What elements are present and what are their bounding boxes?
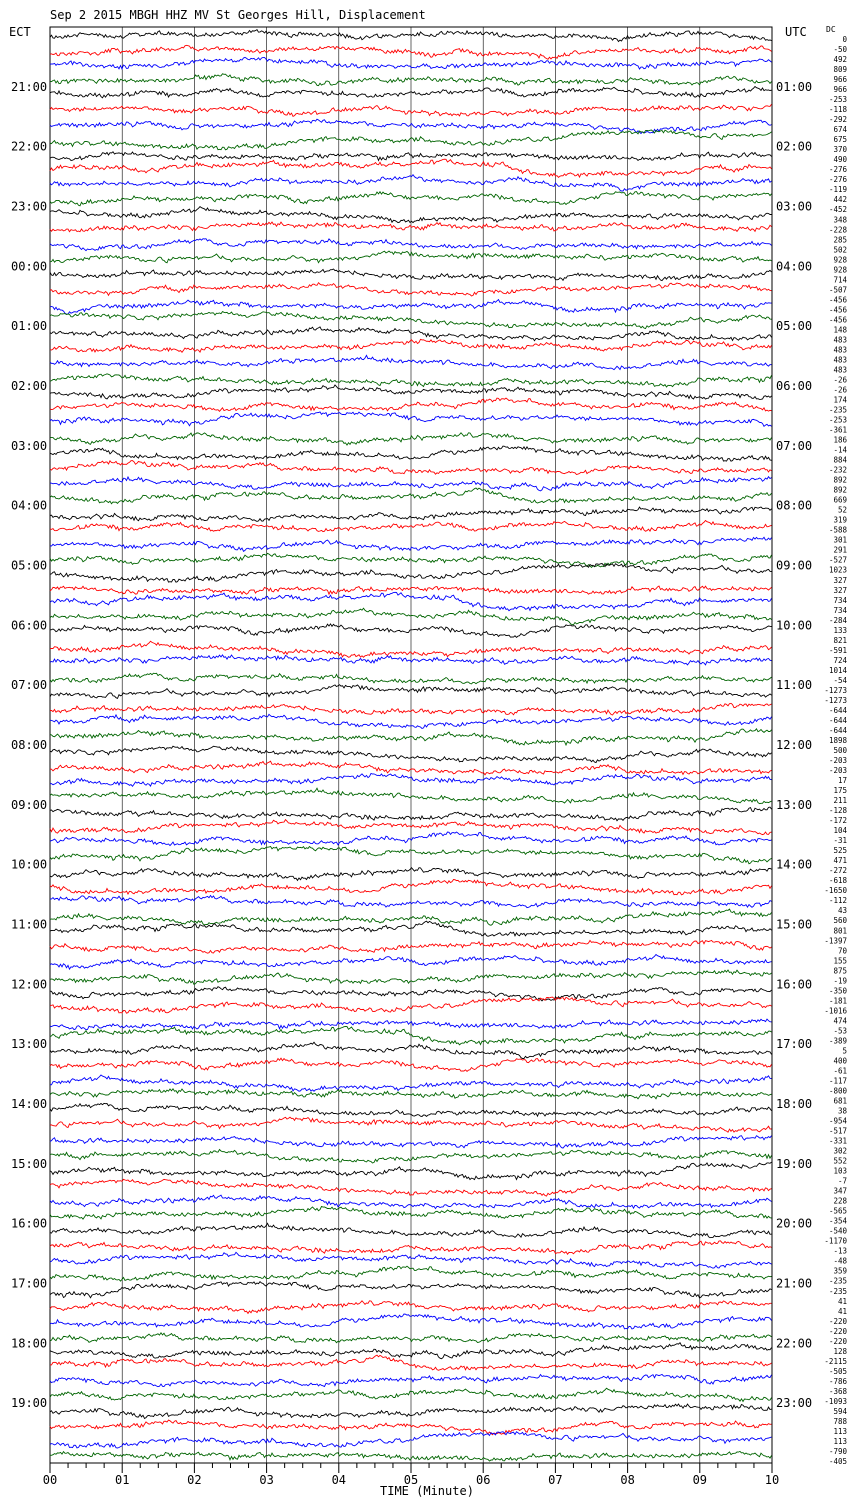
dc-offset-value: 674 bbox=[833, 125, 847, 135]
dc-offset-value: -644 bbox=[828, 726, 847, 735]
dc-offset-value: -790 bbox=[828, 1447, 847, 1456]
left-hour-label: 01:00 bbox=[11, 319, 48, 334]
right-hour-label: 21:00 bbox=[776, 1276, 813, 1291]
dc-offset-value: -644 bbox=[828, 716, 847, 725]
dc-offset-value: 327 bbox=[833, 575, 847, 585]
dc-offset-value: -331 bbox=[828, 1136, 847, 1146]
dc-offset-value: -48 bbox=[833, 1256, 847, 1266]
left-hour-label: 09:00 bbox=[11, 797, 48, 812]
dc-offset-value: -235 bbox=[828, 1276, 847, 1286]
dc-offset-value: 892 bbox=[833, 475, 847, 485]
dc-offset-value: 103 bbox=[833, 1166, 847, 1176]
right-hour-label: 09:00 bbox=[776, 558, 813, 573]
dc-offset-value: 0 bbox=[842, 35, 847, 44]
dc-offset-value: -368 bbox=[828, 1386, 847, 1396]
right-hour-labels bbox=[776, 80, 812, 1410]
right-hour-label: 07:00 bbox=[776, 438, 813, 453]
left-hour-label: 06:00 bbox=[11, 618, 48, 633]
dc-offset-value: 211 bbox=[833, 796, 847, 806]
dc-offset-value: 291 bbox=[833, 545, 847, 555]
left-hour-label: 00:00 bbox=[11, 259, 48, 274]
right-hour-label: 22:00 bbox=[776, 1336, 813, 1351]
dc-offset-value: 5 bbox=[842, 1046, 847, 1056]
right-hour-label: 04:00 bbox=[776, 259, 813, 274]
left-hour-label: 03:00 bbox=[11, 438, 48, 453]
dc-offset-value: 348 bbox=[833, 215, 847, 225]
x-tick-label: 06 bbox=[475, 1473, 491, 1487]
dc-offset-value: 892 bbox=[833, 485, 847, 495]
dc-offset-value: 500 bbox=[833, 746, 847, 755]
x-tick-label: 02 bbox=[187, 1473, 202, 1487]
dc-offset-value: -272 bbox=[828, 866, 847, 876]
dc-offset-value: 552 bbox=[833, 1156, 847, 1166]
dc-offset-value: 734 bbox=[833, 605, 847, 615]
dc-offset-value: 809 bbox=[833, 65, 847, 74]
dc-offset-value: -276 bbox=[828, 165, 847, 175]
dc-offset-value: 17 bbox=[837, 776, 847, 785]
dc-offset-value: -644 bbox=[828, 705, 847, 715]
dc-offset-value: -203 bbox=[828, 756, 847, 765]
right-hour-label: 08:00 bbox=[776, 498, 813, 513]
dc-offset-value: 319 bbox=[833, 515, 847, 525]
left-timezone-label: ECT bbox=[9, 25, 31, 39]
right-hour-label: 20:00 bbox=[776, 1216, 813, 1231]
right-hour-label: 13:00 bbox=[776, 797, 813, 812]
dc-offset-value: -507 bbox=[828, 285, 847, 295]
dc-offset-value: -232 bbox=[828, 465, 847, 475]
dc-offset-value: 492 bbox=[833, 55, 847, 64]
dc-offset-value: -235 bbox=[828, 1286, 847, 1296]
dc-offset-value: 186 bbox=[833, 435, 847, 445]
dc-offset-value: 928 bbox=[833, 265, 847, 275]
dc-offset-value: 1023 bbox=[828, 565, 847, 575]
dc-offset-value: -1273 bbox=[824, 695, 847, 705]
dc-offset-value: 594 bbox=[833, 1406, 847, 1416]
dc-offset-value: -540 bbox=[828, 1226, 847, 1236]
dc-offset-labels bbox=[824, 35, 847, 1466]
dc-offset-value: 301 bbox=[833, 535, 847, 545]
dc-offset-value: -588 bbox=[828, 525, 847, 535]
x-tick-label: 04 bbox=[331, 1473, 347, 1487]
dc-offset-value: -452 bbox=[828, 205, 847, 215]
dc-offset-value: 400 bbox=[833, 1056, 847, 1066]
dc-offset-value: -220 bbox=[828, 1336, 847, 1346]
dc-offset-value: -591 bbox=[828, 645, 847, 655]
dc-offset-value: 174 bbox=[833, 395, 847, 405]
dc-offset-value: 471 bbox=[833, 856, 847, 866]
dc-offset-value: -1273 bbox=[824, 685, 847, 695]
dc-offset-value: 801 bbox=[833, 926, 847, 936]
dc-offset-value: 175 bbox=[833, 786, 847, 796]
dc-offset-value: 41 bbox=[837, 1296, 847, 1306]
dc-offset-value: -112 bbox=[828, 896, 847, 906]
dc-offset-value: -276 bbox=[828, 175, 847, 185]
dc-offset-value: -565 bbox=[828, 1206, 847, 1216]
dc-offset-value: -505 bbox=[828, 1366, 847, 1376]
dc-offset-value: 502 bbox=[833, 245, 847, 255]
dc-offset-value: -618 bbox=[828, 876, 847, 886]
dc-offset-value: -19 bbox=[833, 976, 847, 986]
dc-offset-value: -172 bbox=[828, 816, 847, 826]
dc-offset-value: 347 bbox=[833, 1186, 847, 1196]
right-hour-label: 11:00 bbox=[776, 678, 813, 693]
dc-offset-value: 52 bbox=[837, 505, 847, 515]
dc-offset-value: 821 bbox=[833, 635, 847, 645]
dc-offset-value: -253 bbox=[828, 415, 847, 425]
x-tick-label: 07 bbox=[548, 1473, 563, 1487]
dc-offset-value: -14 bbox=[833, 445, 847, 455]
left-hour-label: 17:00 bbox=[11, 1276, 48, 1291]
dc-offset-value: 1014 bbox=[828, 665, 847, 675]
dc-offset-value: -253 bbox=[828, 95, 847, 105]
dc-offset-value: 884 bbox=[833, 455, 847, 465]
left-hour-label: 02:00 bbox=[11, 379, 48, 393]
dc-offset-value: 155 bbox=[833, 956, 847, 966]
left-hour-label: 19:00 bbox=[11, 1396, 48, 1411]
right-hour-label: 03:00 bbox=[776, 199, 813, 214]
dc-offset-value: -1650 bbox=[824, 886, 847, 896]
dc-offset-value: 104 bbox=[833, 826, 847, 836]
x-tick-label: 08 bbox=[620, 1473, 635, 1487]
left-hour-label: 12:00 bbox=[11, 977, 48, 992]
left-hour-label: 04:00 bbox=[11, 498, 48, 513]
dc-offset-value: -350 bbox=[828, 986, 847, 996]
dc-offset-value: 483 bbox=[833, 365, 847, 375]
dc-offset-value: -203 bbox=[828, 766, 847, 775]
dc-offset-value: -181 bbox=[828, 996, 847, 1006]
right-hour-label: 06:00 bbox=[776, 379, 813, 393]
right-hour-label: 05:00 bbox=[776, 319, 813, 334]
dc-offset-value: -389 bbox=[828, 1036, 847, 1046]
dc-offset-value: -800 bbox=[828, 1086, 847, 1096]
dc-offset-value: -456 bbox=[828, 295, 847, 305]
dc-offset-value: -61 bbox=[833, 1066, 847, 1076]
left-hour-label: 05:00 bbox=[11, 558, 48, 573]
dc-offset-value: 714 bbox=[833, 275, 847, 285]
dc-offset-value: 148 bbox=[833, 325, 847, 335]
dc-offset-value: -517 bbox=[828, 1126, 847, 1136]
dc-offset-value: -119 bbox=[828, 185, 847, 195]
dc-offset-value: -1093 bbox=[824, 1396, 847, 1406]
dc-offset-value: 128 bbox=[833, 1346, 847, 1356]
dc-offset-value: 113 bbox=[833, 1427, 847, 1436]
dc-offset-value: -2115 bbox=[824, 1356, 847, 1366]
dc-offset-value: -228 bbox=[828, 225, 847, 235]
right-hour-label: 10:00 bbox=[776, 618, 813, 633]
left-hour-label: 13:00 bbox=[11, 1037, 48, 1052]
dc-offset-value: 875 bbox=[833, 966, 847, 976]
dc-offset-value: 724 bbox=[833, 655, 847, 665]
left-hour-label: 22:00 bbox=[11, 139, 48, 154]
dc-offset-value: -54 bbox=[833, 675, 847, 685]
dc-offset-value: 43 bbox=[837, 906, 847, 916]
dc-header-label: DC bbox=[826, 25, 836, 34]
dc-offset-value: -117 bbox=[828, 1076, 847, 1086]
right-hour-label: 12:00 bbox=[776, 738, 813, 752]
left-hour-label: 21:00 bbox=[11, 79, 48, 94]
dc-offset-value: -456 bbox=[828, 305, 847, 315]
x-tick-label: 00 bbox=[42, 1473, 58, 1487]
left-hour-label: 10:00 bbox=[11, 857, 48, 872]
dc-offset-value: 675 bbox=[833, 135, 847, 145]
left-hour-label: 16:00 bbox=[11, 1216, 48, 1231]
dc-offset-value: 370 bbox=[833, 145, 847, 155]
x-tick-label: 05 bbox=[403, 1473, 419, 1487]
dc-offset-value: 483 bbox=[833, 345, 847, 355]
x-tick-label: 01 bbox=[114, 1473, 130, 1487]
dc-offset-value: -1397 bbox=[824, 936, 847, 946]
dc-offset-value: 525 bbox=[833, 846, 847, 856]
left-hour-label: 14:00 bbox=[11, 1097, 48, 1111]
dc-offset-value: 560 bbox=[833, 916, 847, 926]
right-timezone-label: UTC bbox=[785, 25, 807, 39]
dc-offset-value: 734 bbox=[833, 595, 847, 605]
dc-offset-value: -128 bbox=[828, 806, 847, 816]
dc-offset-value: -361 bbox=[828, 425, 847, 435]
dc-offset-value: -405 bbox=[828, 1457, 847, 1466]
left-hour-label: 23:00 bbox=[11, 199, 48, 214]
dc-offset-value: -220 bbox=[828, 1316, 847, 1326]
dc-offset-value: -354 bbox=[828, 1216, 847, 1226]
chart-title: Sep 2 2015 MBGH HHZ MV St Georges Hill, Displacement bbox=[50, 8, 426, 22]
dc-offset-value: 327 bbox=[833, 585, 847, 595]
dc-offset-value: 474 bbox=[833, 1016, 847, 1026]
dc-offset-value: 928 bbox=[833, 255, 847, 265]
dc-offset-value: -53 bbox=[833, 1026, 847, 1036]
dc-offset-value: 133 bbox=[833, 625, 847, 635]
dc-offset-value: 483 bbox=[833, 335, 847, 345]
right-hour-label: 01:00 bbox=[776, 79, 813, 94]
right-hour-label: 18:00 bbox=[776, 1097, 813, 1111]
right-hour-label: 23:00 bbox=[776, 1396, 813, 1411]
right-hour-label: 15:00 bbox=[776, 917, 813, 932]
dc-offset-value: 38 bbox=[837, 1106, 847, 1116]
right-hour-label: 19:00 bbox=[776, 1156, 813, 1171]
left-hour-label: 08:00 bbox=[11, 738, 48, 752]
dc-offset-value: -786 bbox=[828, 1376, 847, 1386]
dc-offset-value: 681 bbox=[833, 1096, 847, 1106]
dc-offset-value: 490 bbox=[833, 155, 847, 165]
right-hour-label: 16:00 bbox=[776, 977, 813, 992]
x-tick-label: 03 bbox=[259, 1473, 274, 1487]
dc-offset-value: 669 bbox=[833, 495, 847, 505]
dc-offset-value: 966 bbox=[833, 85, 847, 95]
dc-offset-value: 359 bbox=[833, 1266, 847, 1276]
dc-offset-value: -1170 bbox=[824, 1236, 847, 1246]
left-hour-label: 11:00 bbox=[11, 917, 48, 932]
dc-offset-value: -235 bbox=[828, 405, 847, 415]
dc-offset-value: 483 bbox=[833, 355, 847, 365]
dc-offset-value: -26 bbox=[833, 385, 847, 395]
x-axis-label: TIME (Minute) bbox=[380, 1484, 474, 1498]
dc-offset-value: -7 bbox=[837, 1176, 847, 1186]
left-hour-label: 07:00 bbox=[11, 678, 48, 693]
dc-offset-value: 41 bbox=[837, 1306, 847, 1316]
dc-offset-value: -1016 bbox=[824, 1006, 847, 1016]
left-hour-labels bbox=[11, 80, 47, 1410]
x-tick-label: 09 bbox=[692, 1473, 708, 1487]
dc-offset-value: -456 bbox=[828, 315, 847, 325]
dc-offset-value: 113 bbox=[833, 1437, 847, 1446]
dc-offset-value: -26 bbox=[833, 375, 847, 385]
left-hour-label: 15:00 bbox=[11, 1156, 48, 1171]
dc-offset-value: -13 bbox=[833, 1246, 847, 1256]
dc-offset-value: -220 bbox=[828, 1326, 847, 1336]
dc-offset-value: -118 bbox=[828, 105, 847, 115]
dc-offset-value: 302 bbox=[833, 1146, 847, 1156]
dc-offset-value: 285 bbox=[833, 235, 847, 245]
dc-offset-value: -292 bbox=[828, 115, 847, 125]
dc-offset-value: -527 bbox=[828, 555, 847, 565]
dc-offset-value: 966 bbox=[833, 75, 847, 85]
dc-offset-value: 442 bbox=[833, 195, 847, 205]
dc-offset-value: -50 bbox=[833, 45, 847, 54]
right-hour-label: 02:00 bbox=[776, 139, 813, 154]
dc-offset-value: 788 bbox=[833, 1416, 847, 1426]
right-hour-label: 17:00 bbox=[776, 1037, 813, 1052]
right-hour-label: 14:00 bbox=[776, 857, 813, 872]
dc-offset-value: 70 bbox=[837, 946, 847, 956]
left-hour-label: 18:00 bbox=[11, 1336, 48, 1351]
x-tick-label: 10 bbox=[764, 1473, 780, 1487]
dc-offset-value: -31 bbox=[833, 836, 847, 846]
dc-offset-value: -954 bbox=[828, 1116, 847, 1126]
dc-offset-value: -284 bbox=[828, 615, 847, 625]
dc-offset-value: 1898 bbox=[828, 736, 847, 745]
dc-offset-value: 228 bbox=[833, 1196, 847, 1206]
